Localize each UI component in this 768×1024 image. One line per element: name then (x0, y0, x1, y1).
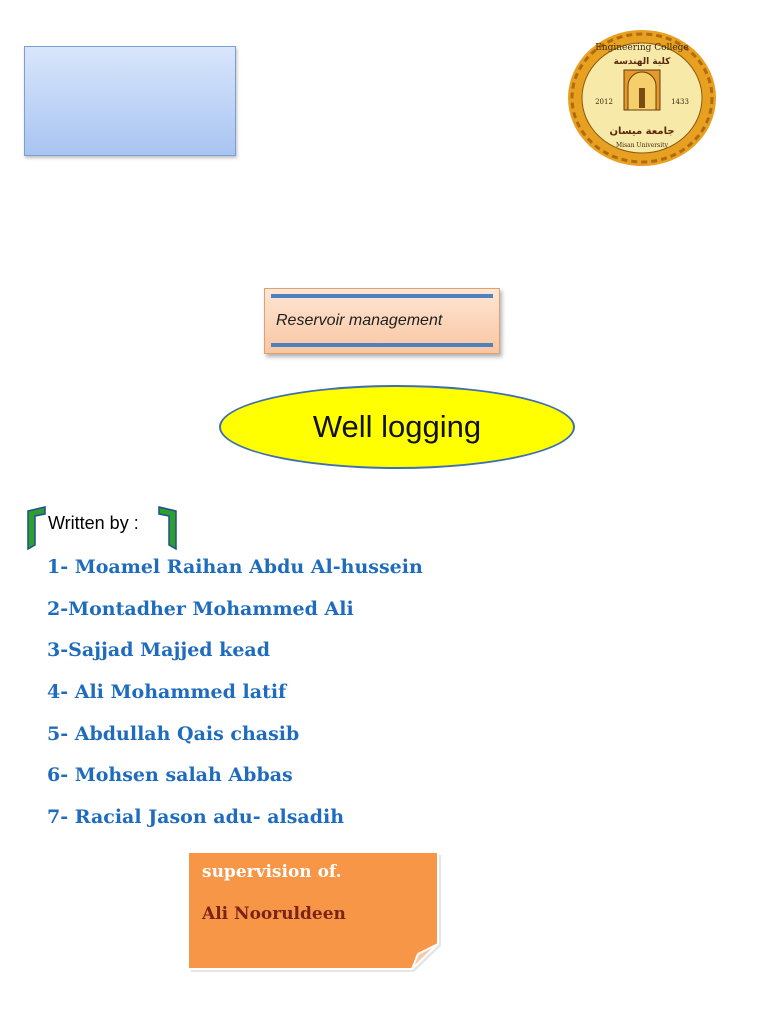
logo-arabic-bottom: جامعة ميسان (609, 126, 675, 137)
author-list (47, 554, 423, 846)
author-item: 2-Montadher Mohammed Ali (47, 597, 354, 620)
supervision-label: supervision of. (202, 862, 342, 882)
right-bracket-icon (155, 505, 179, 551)
blank-blue-box (24, 46, 236, 156)
logo-arabic-top: كلية الهندسة (613, 57, 671, 67)
written-by-heading: Written by : (48, 513, 139, 533)
university-seal-icon (566, 28, 718, 168)
logo-text-top: Engineering College (595, 43, 689, 53)
document-title: Well logging (219, 385, 575, 469)
course-box-top-rule (271, 294, 493, 298)
author-item: 6- Mohsen salah Abbas (47, 764, 293, 787)
course-box (264, 288, 500, 354)
author-item: 1- Moamel Raihan Abdu Al-hussein (47, 556, 423, 578)
logo-year-left: 2012 (595, 98, 613, 106)
author-item: 7- Racial Jason adu- alsadih (47, 806, 345, 829)
course-label: Reservoir management (276, 312, 443, 329)
supervisor-name: Ali Nooruldeen (202, 904, 346, 924)
author-item: 4- Ali Mohammed latif (47, 681, 287, 704)
author-item: 3-Sajjad Majjed kead (47, 639, 271, 662)
logo-year-right: 1433 (671, 98, 689, 106)
author-item: 5- Abdullah Qais chasib (47, 722, 300, 745)
logo-text-bottom: Misan University (616, 142, 668, 149)
course-box-bottom-rule (271, 343, 493, 347)
left-bracket-icon (25, 505, 49, 551)
